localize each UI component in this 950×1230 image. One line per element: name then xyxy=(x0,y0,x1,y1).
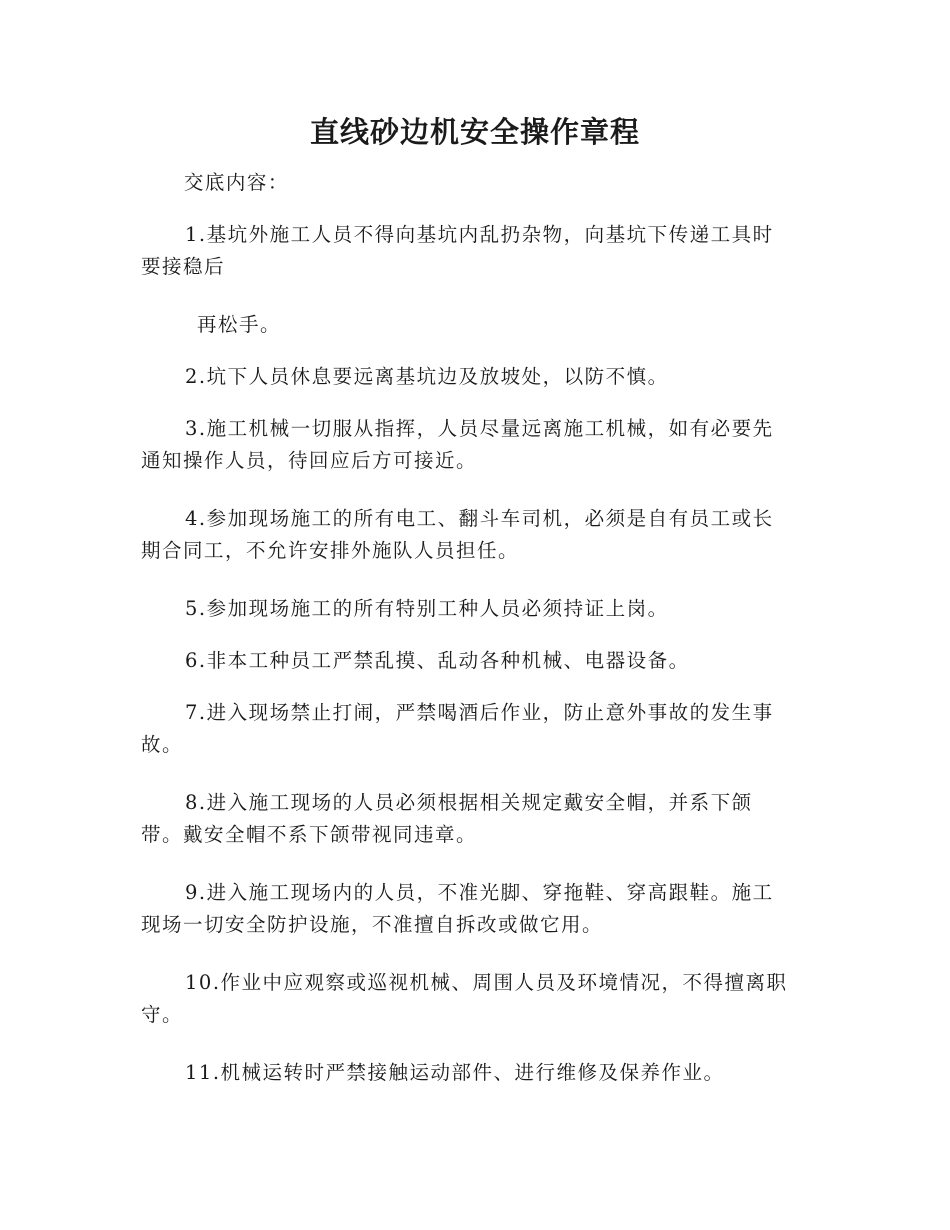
item-10-line-1: 10.作业中应观察或巡视机械、周围人员及环境情况，不得擅离职 xyxy=(185,971,788,994)
item-9-line-2: 现场一切安全防护设施，不准擅自拆改或做它用。 xyxy=(141,913,604,936)
item-6 xyxy=(141,645,811,677)
item-3-line-1: 3.施工机械一切服从指挥，人员尽量远离施工机械，如有必要先 xyxy=(185,417,774,440)
item-1-continued xyxy=(141,309,811,341)
item-10 xyxy=(141,967,811,1031)
item-5-line-1: 5.参加现场施工的所有特别工种人员必须持证上岗。 xyxy=(185,597,669,620)
item-9 xyxy=(141,877,811,941)
item-10-line-2: 守。 xyxy=(141,1003,184,1026)
item-2-line-1: 2.坑下人员休息要远离基坑边及放坡处，以防不慎。 xyxy=(185,365,669,388)
item-3-line-2: 通知操作人员，待回应后方可接近。 xyxy=(141,449,478,472)
item-7-line-1: 7.进入现场禁止打闹，严禁喝酒后作业，防止意外事故的发生事 xyxy=(185,701,774,724)
intro-paragraph xyxy=(141,167,811,199)
item-4 xyxy=(141,503,811,567)
item-3 xyxy=(141,413,811,477)
item-9-line-1: 9.进入施工现场内的人员，不准光脚、穿拖鞋、穿高跟鞋。施工 xyxy=(185,881,774,904)
item-7-line-2: 故。 xyxy=(141,733,184,756)
item-5 xyxy=(141,593,811,625)
item-4-line-1: 4.参加现场施工的所有电工、翻斗车司机，必须是自有员工或长 xyxy=(185,507,774,530)
item-1 xyxy=(141,219,811,283)
item-2 xyxy=(141,361,811,393)
item-8 xyxy=(141,787,811,851)
item-1-line-2: 要接稳后 xyxy=(141,255,226,278)
document-title: 直线砂边机安全操作章程 xyxy=(309,115,640,149)
item-7 xyxy=(141,697,811,761)
item-1-continued-line: 再松手。 xyxy=(197,313,282,336)
item-4-line-2: 期合同工，不允许安排外施队人员担任。 xyxy=(141,539,520,562)
item-6-line-1: 6.非本工种员工严禁乱摸、乱动各种机械、电器设备。 xyxy=(185,649,690,672)
intro-text: 交底内容： xyxy=(183,171,289,194)
item-11-line-1: 11.机械运转时严禁接触运动部件、进行维修及保养作业。 xyxy=(185,1061,725,1084)
item-8-line-1: 8.进入施工现场的人员必须根据相关规定戴安全帽，并系下颌 xyxy=(185,791,753,814)
item-11 xyxy=(141,1057,811,1089)
item-1-line-1: 1.基坑外施工人员不得向基坑内乱扔杂物，向基坑下传递工具时 xyxy=(185,223,774,246)
item-8-line-2: 带。戴安全帽不系下颌带视同违章。 xyxy=(141,823,478,846)
